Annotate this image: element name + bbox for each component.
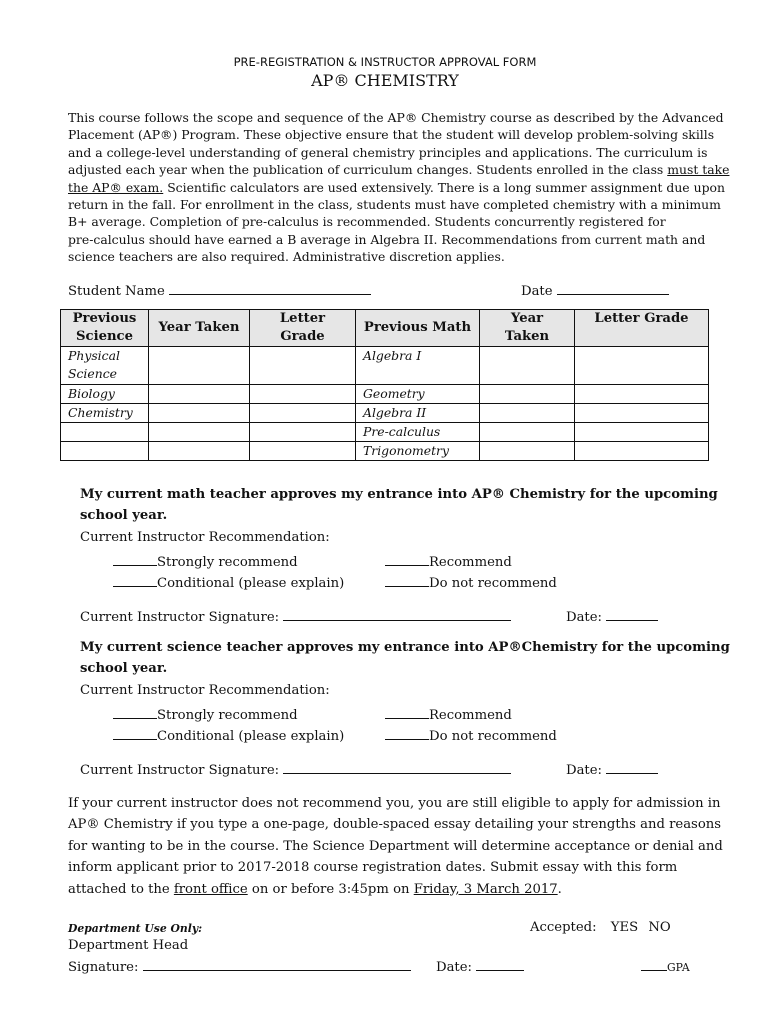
math-year-cell[interactable] (480, 442, 575, 461)
science-year-cell[interactable] (149, 347, 250, 385)
science-recommend-blank[interactable] (385, 704, 429, 719)
science-year-cell[interactable] (149, 442, 250, 461)
science-opt-recommend (385, 704, 512, 723)
math-conditional-blank[interactable] (113, 572, 157, 587)
math-recommend-label: Recommend (429, 555, 512, 570)
header-previous-science: Previous Science (61, 310, 149, 347)
closing-line: If your current instructor does not recommend you, you are still eligible to apply for admission in (68, 796, 721, 811)
intro-line: return in the fall. For enrollment in the class, students must have completed chemistry with a minimum (68, 197, 721, 213)
science-signature-field[interactable] (283, 759, 511, 774)
dept-date-field[interactable] (476, 956, 524, 971)
math-year-cell[interactable] (480, 347, 575, 385)
dept-signature-field[interactable] (143, 956, 411, 971)
intro-line: and a college-level understanding of general chemistry principles and applications. The curriculum is (68, 144, 708, 160)
closing-line (68, 879, 718, 900)
math-grade-cell[interactable] (575, 404, 709, 423)
math-signature-label: Current Instructor Signature: (80, 610, 280, 625)
header-letter-grade: Letter Grade (250, 310, 356, 347)
math-opt-not-recommend (385, 572, 557, 591)
math-date-field[interactable] (606, 606, 658, 621)
math-opt-strongly (113, 551, 298, 570)
must-take-underlined: must take (667, 162, 730, 178)
student-date-row (521, 280, 669, 299)
dept-signature-row (68, 956, 411, 975)
student-date-label: Date (521, 284, 553, 299)
gpa-field[interactable] (641, 958, 667, 971)
table-row (61, 404, 709, 423)
science-grade-cell[interactable] (250, 423, 356, 442)
science-year-cell[interactable] (149, 385, 250, 404)
intro-line: Placement (AP®) Program. These objective ensure that the student will develop problem-solving skills (68, 127, 715, 143)
math-strongly-blank[interactable] (113, 551, 157, 566)
math-signature-row (80, 606, 511, 625)
ap-exam-underlined: the AP® exam. (68, 179, 164, 195)
math-not-recommend-blank[interactable] (385, 572, 429, 587)
math-date-row (566, 606, 658, 625)
student-date-field[interactable] (557, 280, 669, 295)
intro-line (68, 179, 725, 196)
intro-text: Scientific calculators are used extensively. There is a long summer assignment due upon (163, 179, 725, 195)
science-grade-cell[interactable] (250, 442, 356, 461)
student-name-field[interactable] (169, 280, 371, 295)
dept-date-label: Date: (436, 960, 472, 975)
science-conditional-label: Conditional (please explain) (157, 729, 345, 744)
math-course-cell: Pre-calculus (356, 423, 480, 442)
math-recommend-blank[interactable] (385, 551, 429, 566)
header-letter-grade: Letter Grade (575, 310, 709, 347)
table-row (61, 442, 709, 461)
math-opt-recommend (385, 551, 512, 570)
science-opt-not-recommend (385, 725, 557, 744)
intro-line: This course follows the scope and sequence of the AP® Chemistry course as described by the Advanced (68, 110, 724, 125)
math-opt-conditional (113, 572, 344, 591)
math-course-cell: Algebra I (356, 347, 480, 385)
course-history-table (60, 309, 709, 461)
science-recommend-label: Recommend (429, 708, 512, 723)
science-grade-cell[interactable] (250, 385, 356, 404)
math-course-cell: Algebra II (356, 404, 480, 423)
intro-line: B+ average. Completion of pre-calculus is recommended. Students concurrently registered for (68, 214, 666, 230)
closing-line: AP® Chemistry if you type a one-page, double-spaced essay detailing your strengths and reasons (68, 817, 722, 833)
math-grade-cell[interactable] (575, 385, 709, 404)
dept-signature-label: Signature: (68, 960, 139, 975)
accepted-no-option[interactable]: NO (648, 920, 671, 935)
science-conditional-blank[interactable] (113, 725, 157, 740)
header-previous-math: Previous Math (356, 310, 480, 347)
math-course-cell: Geometry (356, 385, 480, 404)
table-row (61, 385, 709, 404)
closing-text: on or before 3:45pm on (247, 881, 414, 897)
math-conditional-label: Conditional (please explain) (157, 576, 345, 591)
closing-paragraph (68, 793, 723, 900)
dept-use-label: Department Use Only: (68, 922, 203, 935)
intro-line: science teachers are also required. Administrative discretion applies. (68, 249, 505, 265)
intro-text: adjusted each year when the publication of curriculum changes. Students enrolled in the class (68, 162, 668, 178)
intro-line: pre-calculus should have earned a B average in Algebra II. Recommendations from current math and (68, 231, 706, 247)
math-approval-heading-2: school year. (80, 508, 168, 523)
dept-date-row (436, 956, 524, 975)
math-grade-cell[interactable] (575, 423, 709, 442)
science-date-row (566, 759, 658, 778)
science-rec-label: Current Instructor Recommendation: (80, 683, 330, 698)
math-strongly-label: Strongly recommend (157, 555, 298, 570)
science-course-cell[interactable] (61, 423, 149, 442)
closing-line: inform applicant prior to 2017-2018 course registration dates. Submit essay with this form (68, 860, 678, 876)
science-opt-conditional (113, 725, 344, 744)
science-opt-strongly (113, 704, 298, 723)
math-course-cell: Trigonometry (356, 442, 480, 461)
math-signature-field[interactable] (283, 606, 511, 621)
science-grade-cell[interactable] (250, 347, 356, 385)
math-date-label: Date: (566, 610, 602, 625)
accepted-row (530, 920, 671, 935)
header-year-taken: Year Taken (480, 310, 575, 347)
science-course-cell: Physical Science (61, 347, 149, 385)
science-course-cell: Chemistry (61, 404, 149, 423)
intro-paragraph (68, 109, 730, 266)
gpa-label: GPA (667, 961, 690, 974)
front-office-underlined: front office (173, 881, 248, 897)
form-subtitle: PRE-REGISTRATION & INSTRUCTOR APPROVAL FORM (233, 55, 537, 69)
science-course-cell[interactable] (61, 442, 149, 461)
math-year-cell[interactable] (480, 423, 575, 442)
science-not-recommend-label: Do not recommend (429, 729, 557, 744)
science-signature-label: Current Instructor Signature: (80, 763, 280, 778)
science-year-cell[interactable] (149, 423, 250, 442)
accepted-label: Accepted: (530, 920, 597, 935)
science-strongly-blank[interactable] (113, 704, 157, 719)
science-approval-heading-2: school year. (80, 661, 168, 676)
student-name-label: Student Name (68, 284, 165, 299)
dept-head-label: Department Head (68, 938, 189, 953)
science-course-cell: Biology (61, 385, 149, 404)
table-header-row (61, 310, 709, 347)
science-date-label: Date: (566, 763, 602, 778)
math-grade-cell[interactable] (575, 442, 709, 461)
header-year-taken: Year Taken (149, 310, 250, 347)
accepted-yes-option[interactable]: YES (610, 920, 639, 935)
form-title: AP® CHEMISTRY (311, 71, 459, 90)
math-not-recommend-label: Do not recommend (429, 576, 557, 591)
math-rec-label: Current Instructor Recommendation: (80, 530, 330, 545)
deadline-underlined: Friday, 3 March 2017 (413, 881, 558, 897)
closing-text: attached to the (68, 881, 174, 897)
closing-text: . (557, 881, 562, 897)
math-grade-cell[interactable] (575, 347, 709, 385)
student-name-row (68, 280, 371, 299)
science-year-cell[interactable] (149, 404, 250, 423)
intro-line (68, 161, 730, 178)
math-year-cell[interactable] (480, 404, 575, 423)
table-row (61, 423, 709, 442)
science-strongly-label: Strongly recommend (157, 708, 298, 723)
science-not-recommend-blank[interactable] (385, 725, 429, 740)
math-year-cell[interactable] (480, 385, 575, 404)
science-approval-heading-1: My current science teacher approves my entrance into AP®Chemistry for the upcoming (80, 640, 730, 655)
science-grade-cell[interactable] (250, 404, 356, 423)
science-date-field[interactable] (606, 759, 658, 774)
math-approval-heading-1: My current math teacher approves my entrance into AP® Chemistry for the upcoming (80, 487, 718, 502)
gpa-row (641, 958, 690, 974)
science-signature-row (80, 759, 511, 778)
closing-line: for wanting to be in the course. The Science Department will determine acceptance or denial and (68, 838, 723, 854)
